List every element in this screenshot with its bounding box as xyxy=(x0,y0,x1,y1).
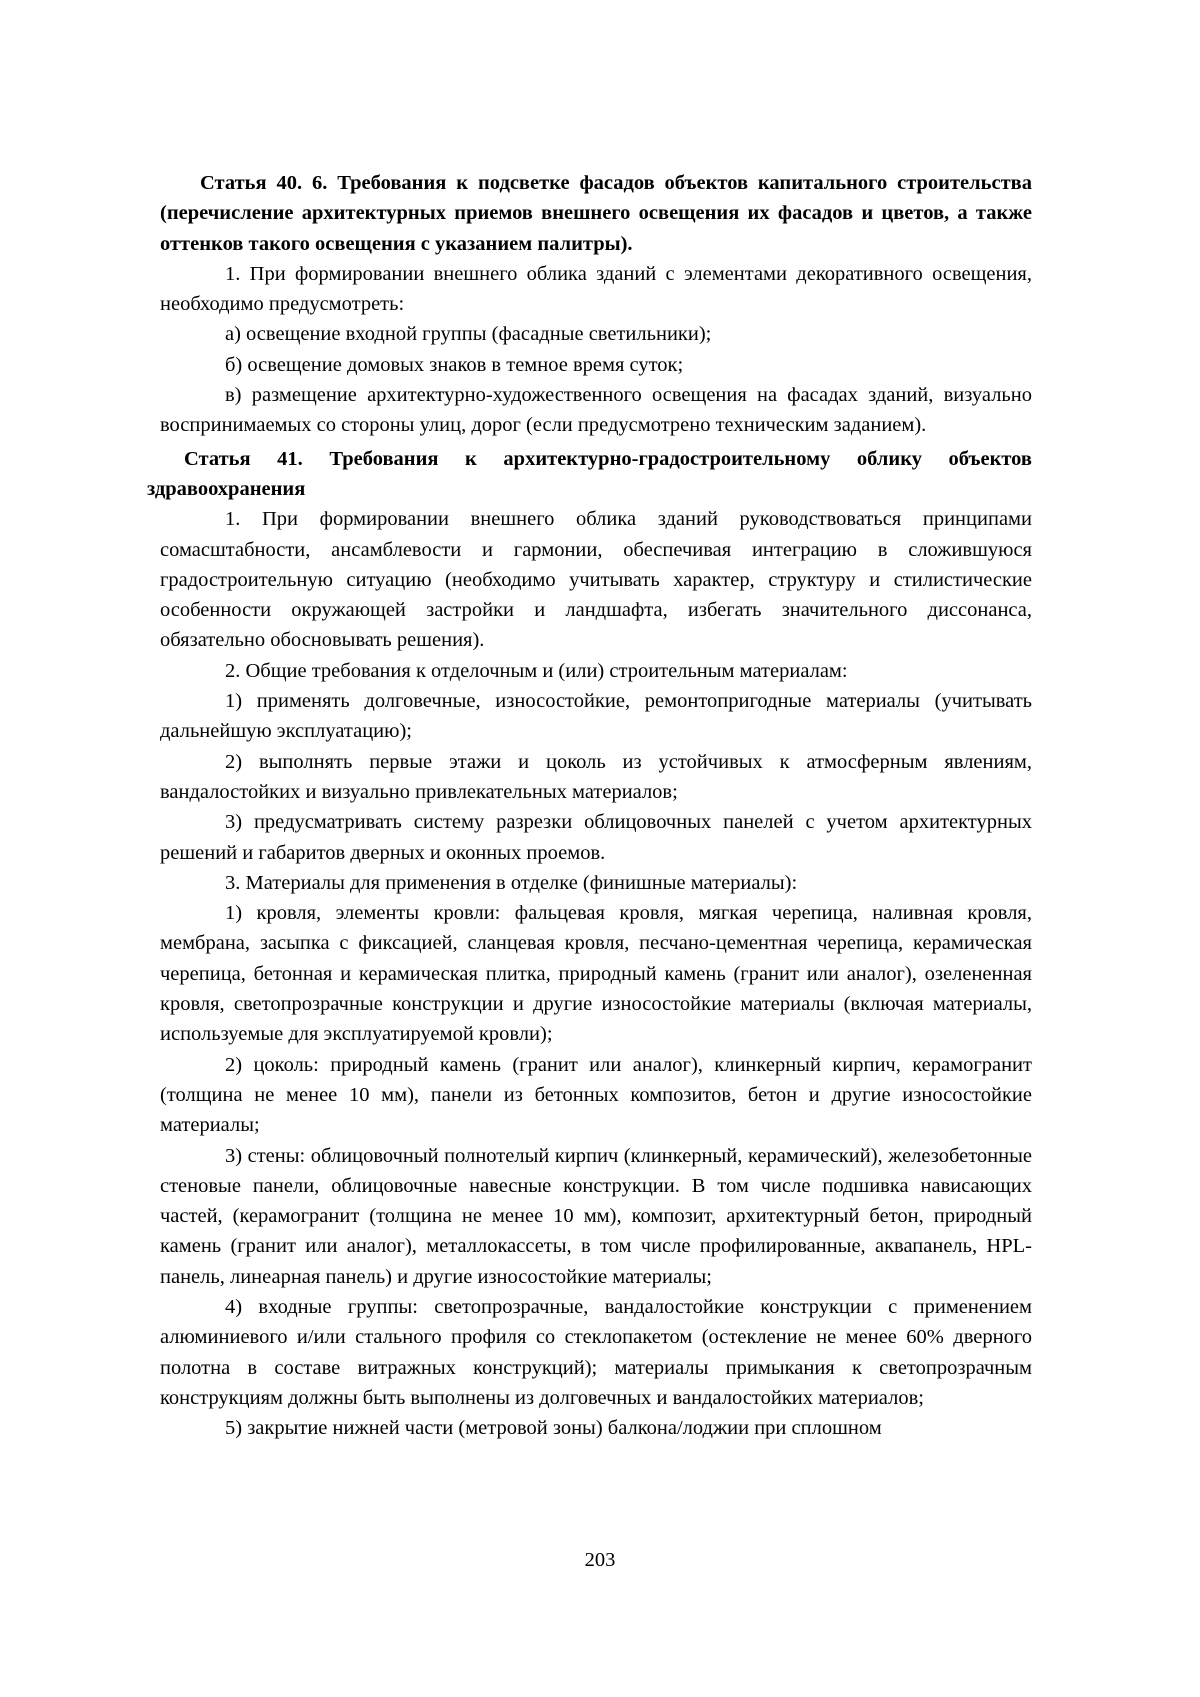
page-body xyxy=(147,168,1032,1443)
article-41-paragraph: 3) предусматривать систему разрезки облицовочных панелей с учетом архитектурных решений и габаритов дверных и оконных проемов. xyxy=(160,811,1032,864)
article-41-paragraph: 1) кровля, элементы кровли: фальцевая кровля, мягкая черепица, наливная кровля, мембрана, засыпка с фиксацией, сланцевая кровля, песчано-цементная черепица, керамическая черепица, бетонная и керамическая плитка, природный камень (гранит или аналог), озелененная кровля, светопрозрачные конструкции и другие износостойкие материалы (включая материалы, используемые для эксплуатируемой кровли); xyxy=(160,902,1032,1046)
article-41-paragraph: 5) закрытие нижней части (метровой зоны) балкона/лоджии при сплошном xyxy=(225,1417,882,1440)
article-41-paragraph: 3. Материалы для применения в отделке (финишные материалы): xyxy=(225,871,798,894)
article-40-paragraph: б) освещение домовых знаков в темное время суток; xyxy=(225,353,684,376)
article-40-paragraph: а) освещение входной группы (фасадные светильники); xyxy=(225,323,712,346)
article-41-paragraph: 2. Общие требования к отделочным и (или) строительным материалам: xyxy=(225,659,848,682)
page-number: 203 xyxy=(584,1549,616,1571)
article-41-paragraph: 1. При формировании внешнего облика зданий руководствоваться принципами сомасштабности, ансамблевости и гармонии, обеспечивая интеграцию в сложившуюся градостроительную ситуацию (необходимо учитывать характер, структуру и стилистические особенности окружающей застройки и ландшафта, избегать значительного диссонанса, обязательно обосновывать решения). xyxy=(160,508,1032,652)
article-40-heading: Статья 40. 6. Требования к подсветке фасадов объектов капитального строительства (перечисление архитектурных приемов внешнего освещения их фасадов и цветов, а также оттенков такого освещения с указанием палитры). xyxy=(160,172,1032,255)
article-40-paragraph: 1. При формировании внешнего облика зданий с элементами декоративного освещения, необходимо предусмотреть: xyxy=(160,262,1032,316)
article-41-paragraph: 2) выполнять первые этажи и цоколь из устойчивых к атмосферным явлениям, вандалостойких и визуально привлекательных материалов; xyxy=(160,750,1032,803)
article-41-paragraph: 1) применять долговечные, износостойкие, ремонтопригодные материалы (учитывать дальнейшую эксплуатацию); xyxy=(160,690,1032,743)
article-41-heading: Статья 41. Требования к архитектурно-градостроительному облику объектов здравоохранения xyxy=(147,447,1032,500)
article-41-paragraph: 2) цоколь: природный камень (гранит или аналог), клинкерный кирпич, керамогранит (толщина не менее 10 мм), панели из бетонных композитов, бетон и другие износостойкие материалы; xyxy=(160,1053,1032,1137)
article-40-paragraph: в) размещение архитектурно-художественного освещения на фасадах зданий, визуально воспринимаемых со стороны улиц, дорог (если предусмотрено техническим заданием). xyxy=(160,384,1032,437)
article-41-paragraph: 3) стены: облицовочный полнотелый кирпич (клинкерный, керамический), железобетонные стеновые панели, облицовочные навесные конструкции. В том числе подшивка нависающих частей, (керамогранит (толщина не менее 10 мм), композит, архитектурный бетон, природный камень (гранит или аналог), металлокассеты, в том числе профилированные, аквапанель, HPL-панель, линеарная панель) и другие износостойкие материалы; xyxy=(160,1144,1032,1288)
article-41-paragraph: 4) входные группы: светопрозрачные, вандалостойкие конструкции с применением алюминиевого и/или стального профиля со стеклопакетом (остекление не менее 60% дверного полотна в составе витражных конструкций); материалы примыкания к светопрозрачным конструкциям должны быть выполнены из долговечных и вандалостойких материалов; xyxy=(160,1295,1032,1409)
